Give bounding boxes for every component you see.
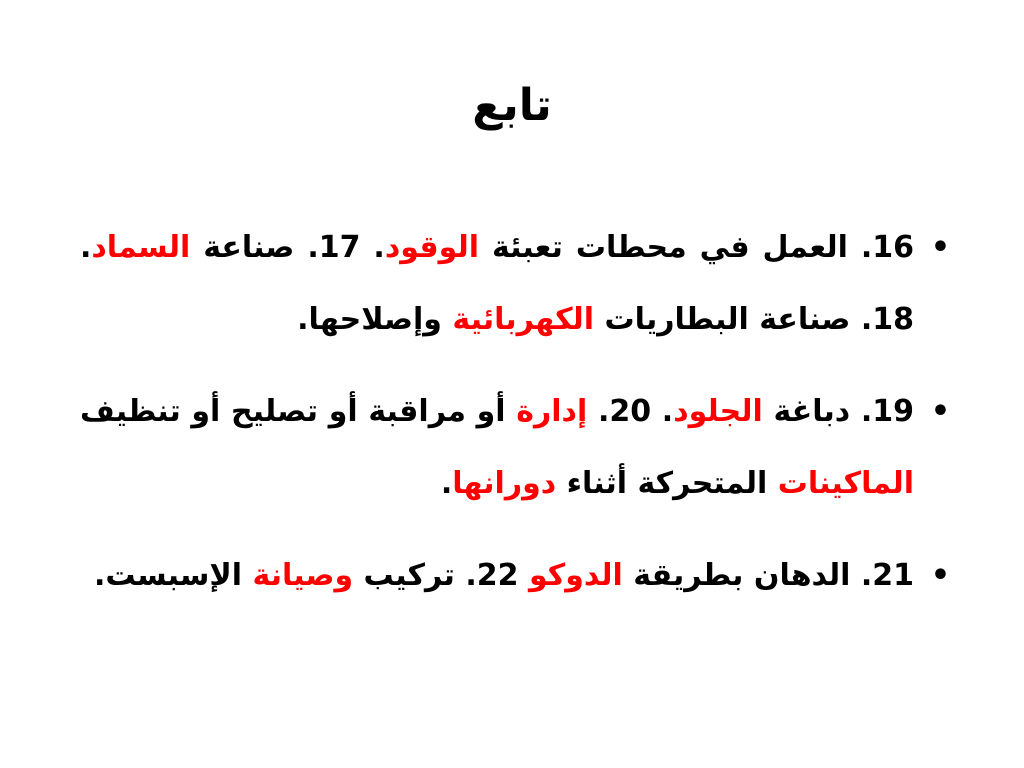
text-segment: . 20.: [587, 394, 674, 429]
highlighted-term: الجلود: [673, 394, 763, 429]
highlighted-term: الكهربائية: [452, 302, 595, 337]
highlighted-term: الوقود: [384, 230, 480, 265]
bullet-list: [80, 212, 950, 632]
text-segment: الإسبست.: [94, 558, 253, 593]
highlighted-term: الماكينات: [777, 466, 914, 501]
bullet-icon: •: [930, 230, 950, 265]
bullet-item-3: [80, 540, 950, 612]
text-segment: 21. الدهان بطريقة: [622, 558, 914, 593]
highlighted-term: الدوكو: [528, 558, 623, 593]
bullet-item-2: [80, 376, 950, 520]
text-segment: . 17. صناعة: [190, 230, 385, 265]
bullet-icon: •: [930, 558, 950, 593]
highlighted-term: دورانها: [452, 466, 557, 501]
text-segment: 19. دباغة: [762, 394, 914, 429]
bullet-icon: •: [930, 394, 950, 429]
text-segment: 16. العمل في محطات تعبئة: [479, 230, 914, 265]
highlighted-term: السماد: [91, 230, 191, 265]
text-segment: المتحركة أثناء: [556, 466, 778, 501]
highlighted-term: وصيانة: [252, 558, 354, 593]
bullet-item-1: [80, 212, 950, 356]
highlighted-term: إدارة: [516, 394, 588, 429]
text-segment: وإصلاحها.: [297, 302, 453, 337]
text-segment: .: [440, 466, 453, 501]
text-segment: . 18. صناعة البطاريات: [80, 230, 914, 337]
slide-title: تابع: [472, 80, 552, 131]
text-segment: 22. تركيب: [353, 558, 529, 593]
text-segment: أو مراقبة أو تصليح أو تنظيف: [80, 394, 517, 429]
